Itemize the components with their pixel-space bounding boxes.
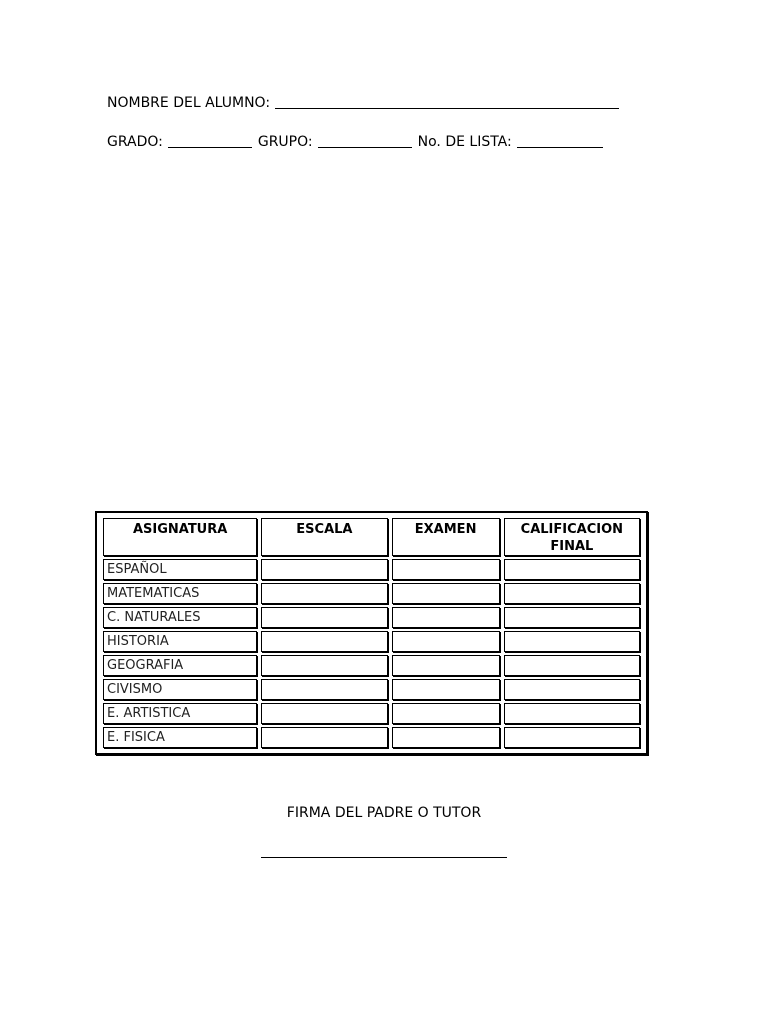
table-row	[103, 583, 640, 604]
list-number-label: No. DE LISTA:	[417, 134, 512, 150]
subject-cell: HISTORIA	[103, 631, 257, 652]
final-grade-cell[interactable]	[504, 703, 640, 724]
table-row	[103, 679, 640, 700]
subject-cell: ESPAÑOL	[103, 559, 257, 580]
exam-cell[interactable]	[392, 703, 500, 724]
column-header-final-grade: CALIFICACION FINAL	[504, 518, 640, 556]
grades-table	[99, 515, 644, 751]
table-row	[103, 631, 640, 652]
subject-cell: CIVISMO	[103, 679, 257, 700]
signature-line[interactable]	[261, 857, 507, 858]
group-label: GRUPO:	[257, 134, 313, 150]
scale-cell[interactable]	[261, 631, 387, 652]
exam-cell[interactable]	[392, 655, 500, 676]
column-header-scale: ESCALA	[261, 518, 387, 556]
subject-cell: MATEMATICAS	[103, 583, 257, 604]
table-row	[103, 727, 640, 748]
exam-cell[interactable]	[392, 607, 500, 628]
grade-label: GRADO:	[107, 134, 163, 150]
scale-cell[interactable]	[261, 655, 387, 676]
exam-cell[interactable]	[392, 559, 500, 580]
student-name-row	[107, 95, 625, 111]
final-grade-cell[interactable]	[504, 655, 640, 676]
signature-label: FIRMA DEL PADRE O TUTOR	[286, 805, 482, 821]
table-row	[103, 703, 640, 724]
table-row	[103, 607, 640, 628]
exam-cell[interactable]	[392, 631, 500, 652]
grade-group-list-row	[107, 134, 609, 150]
student-name-label: NOMBRE DEL ALUMNO:	[107, 95, 271, 111]
subject-cell: C. NATURALES	[103, 607, 257, 628]
grades-table-frame	[95, 511, 648, 755]
column-header-exam: EXAMEN	[392, 518, 500, 556]
table-row	[103, 559, 640, 580]
scale-cell[interactable]	[261, 607, 387, 628]
exam-cell[interactable]	[392, 727, 500, 748]
column-header-subject: ASIGNATURA	[103, 518, 257, 556]
scale-cell[interactable]	[261, 559, 387, 580]
exam-cell[interactable]	[392, 583, 500, 604]
subject-cell: GEOGRAFIA	[103, 655, 257, 676]
final-grade-cell[interactable]	[504, 727, 640, 748]
table-row	[103, 655, 640, 676]
grade-blank[interactable]	[168, 146, 252, 148]
exam-cell[interactable]	[392, 679, 500, 700]
list-number-blank[interactable]	[517, 146, 603, 148]
scale-cell[interactable]	[261, 679, 387, 700]
scale-cell[interactable]	[261, 703, 387, 724]
subject-cell: E. FISICA	[103, 727, 257, 748]
final-grade-cell[interactable]	[504, 559, 640, 580]
group-blank[interactable]	[318, 146, 412, 148]
scale-cell[interactable]	[261, 583, 387, 604]
scale-cell[interactable]	[261, 727, 387, 748]
student-name-blank[interactable]	[275, 107, 619, 109]
subject-cell: E. ARTISTICA	[103, 703, 257, 724]
final-grade-cell[interactable]	[504, 679, 640, 700]
grades-table-header-row	[103, 518, 640, 556]
final-grade-cell[interactable]	[504, 583, 640, 604]
final-grade-cell[interactable]	[504, 607, 640, 628]
final-grade-cell[interactable]	[504, 631, 640, 652]
